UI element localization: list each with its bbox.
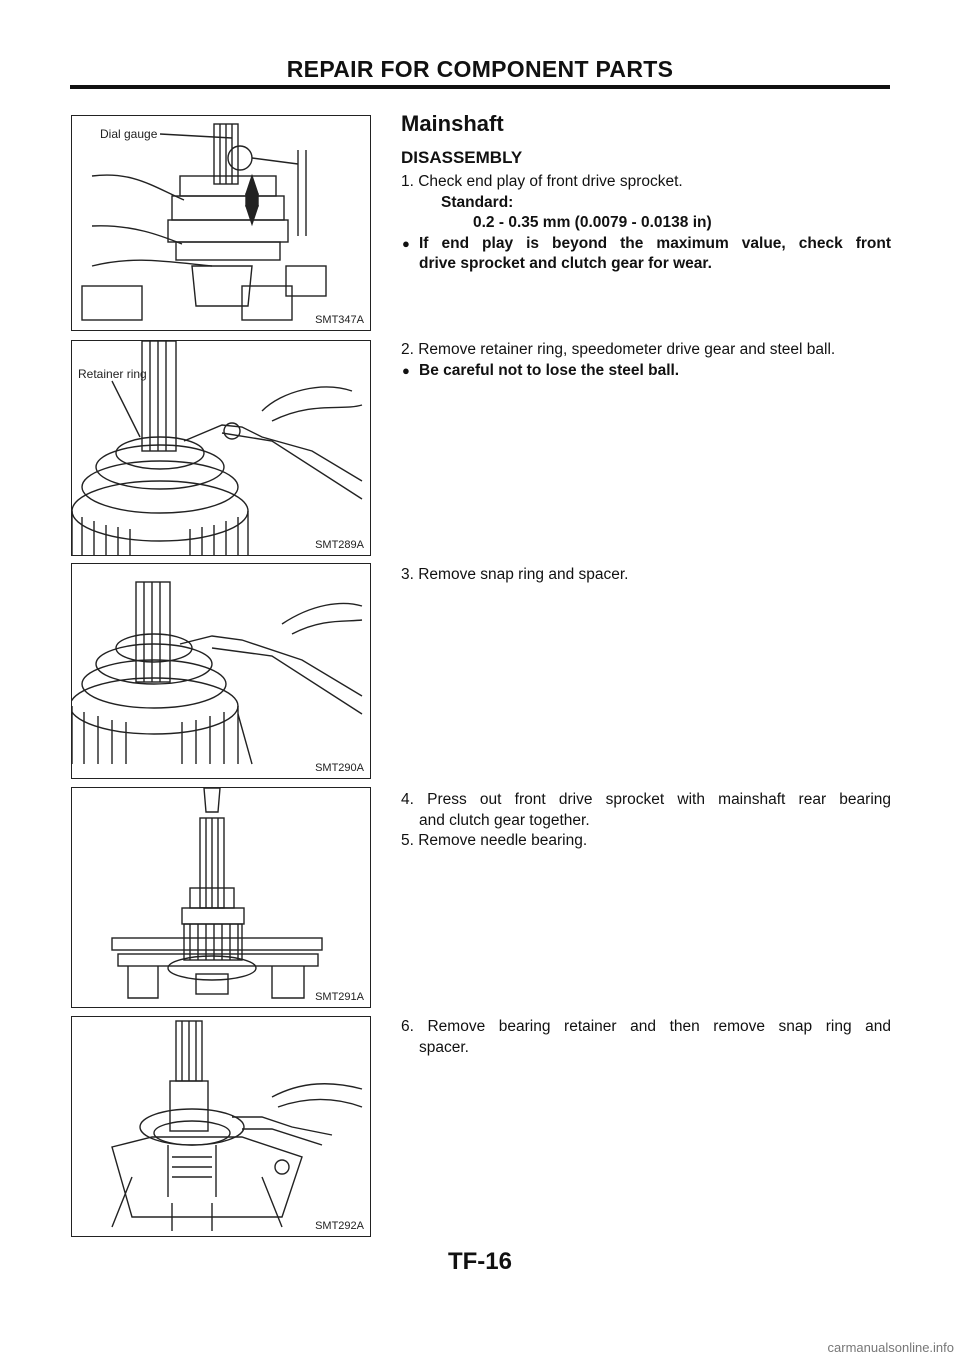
step-6-line1: 6. Remove bearing retainer and then remove snap ring and [401, 1018, 891, 1035]
figure-retainer-ring [71, 340, 371, 556]
step-1-bullet-line2: drive sprocket and clutch gear for wear. [419, 255, 712, 272]
step-1-bullet-line1: If end play is beyond the maximum value, check front [419, 234, 891, 252]
step-5-text: 5. Remove needle bearing. [401, 832, 588, 849]
figure-illustration [72, 1017, 370, 1236]
step-4 [401, 790, 891, 852]
watermark: carmanualsonline.info [827, 1340, 954, 1355]
step-4-line1: 4. Press out front drive sprocket with mainshaft rear bearing [401, 791, 891, 808]
section-title: Mainshaft [401, 111, 504, 136]
figure-illustration [72, 116, 370, 330]
step-2-bullet [401, 361, 891, 382]
figure-snap-ring [71, 563, 371, 779]
step-1-text: 1. Check end play of front drive sprocket. [401, 173, 683, 190]
page-code: TF-16 [447, 1248, 512, 1275]
step-1 [401, 172, 891, 275]
figure-code: SMT290A [315, 762, 364, 774]
step-3 [401, 565, 891, 586]
figure-code: SMT289A [315, 539, 364, 551]
page-header-title: REPAIR FOR COMPONENT PARTS [286, 56, 674, 82]
standard-label: Standard: [441, 193, 514, 211]
step-2 [401, 340, 891, 381]
standard-value: 0.2 - 0.35 mm (0.0079 - 0.0138 in) [473, 214, 712, 231]
step-2-bullet-text: Be careful not to lose the steel ball. [419, 361, 680, 379]
figure-illustration [72, 788, 370, 1007]
figure-code: SMT291A [315, 991, 364, 1003]
figure-code: SMT347A [315, 314, 364, 326]
step-3-text: 3. Remove snap ring and spacer. [401, 566, 629, 583]
step-6 [401, 1017, 891, 1058]
figure-label: Retainer ring [78, 367, 147, 381]
step-1-bullet [401, 234, 891, 275]
bullet-dot: ● [402, 362, 410, 378]
figure-bearing-retainer [71, 1016, 371, 1237]
section-subheading: DISASSEMBLY [401, 148, 523, 167]
bullet-dot: ● [402, 235, 410, 251]
figure-code: SMT292A [315, 1220, 364, 1232]
figure-illustration [72, 564, 370, 778]
step-6-line2: spacer. [419, 1038, 469, 1056]
figure-press-out [71, 787, 371, 1008]
step-2-text: 2. Remove retainer ring, speedometer drive gear and steel ball. [401, 341, 836, 358]
header-rule [70, 85, 890, 89]
step-4-line2: and clutch gear together. [419, 811, 590, 829]
figure-illustration [72, 341, 370, 555]
figure-label: Dial gauge [100, 127, 158, 141]
figure-dial-gauge [71, 115, 371, 331]
